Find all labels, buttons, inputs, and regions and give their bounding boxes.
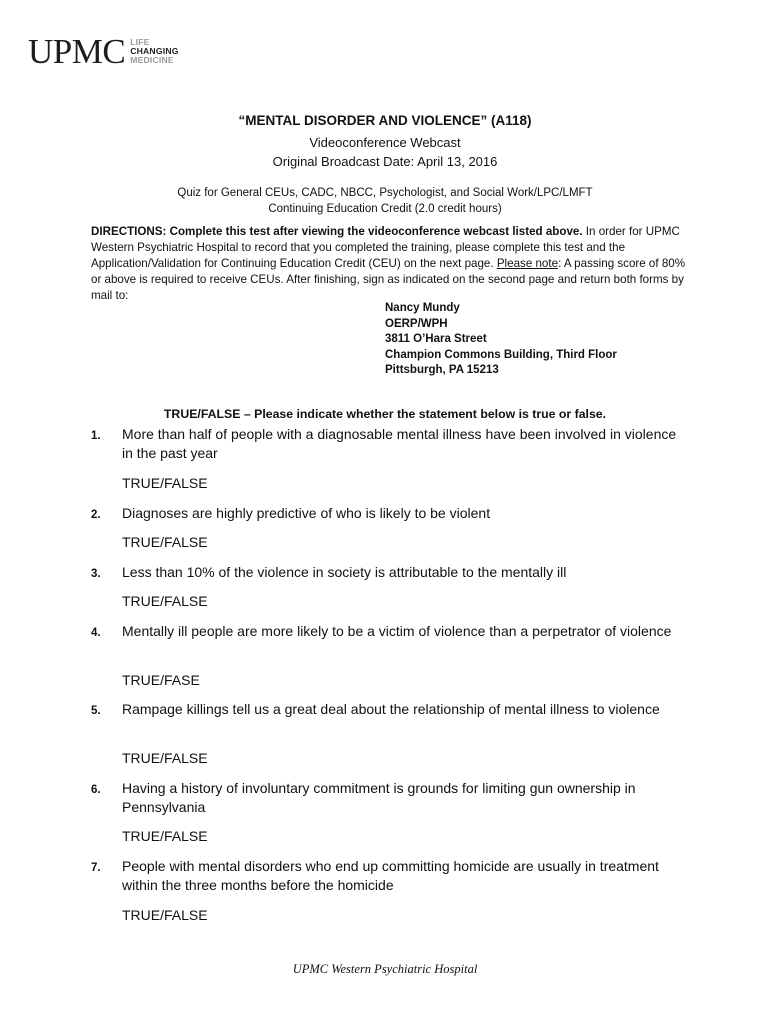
question-number: 4. [91, 627, 101, 639]
question-text: More than half of people with a diagnosable mental illness have been involved in violence in the past year [122, 426, 677, 461]
logo-wordmark: UPMC [28, 32, 126, 71]
question-text: Having a history of involuntary commitment is grounds for limiting gun ownership in Pennsylvania [122, 780, 636, 815]
true-false-instructions: TRUE/FALSE – Please indicate whether the statement below is true or false. [163, 407, 607, 421]
please-note-label: Please note [496, 257, 559, 270]
question-text: Less than 10% of the violence in society is attributable to the mentally ill [122, 564, 567, 580]
question-text: People with mental disorders who end up committing homicide are usually in treatment within the three months before the homicide [122, 858, 659, 893]
question-answer-choice[interactable]: TRUE/FALSE [122, 907, 208, 923]
credit-line: Continuing Education Credit (2.0 credit hours) [268, 203, 502, 215]
question-answer-choice[interactable]: TRUE/FALSE [122, 828, 208, 844]
directions-text-1: In order for UPMC Western Psychiatric Hospital to record that you completed the training, please complete this test and the Application/Validation for Continuing Education Credit (CEU) on the next page. [91, 225, 680, 270]
question-number: 2. [91, 509, 101, 521]
question-answer-choice[interactable]: TRUE/FASE [122, 672, 200, 688]
address-city: Pittsburgh, PA 15213 [385, 364, 499, 377]
question-answer-choice[interactable]: TRUE/FALSE [122, 534, 208, 550]
question-number: 5. [91, 705, 101, 717]
logo-tag-line1: LIFE [130, 37, 150, 47]
question-text: Diagnoses are highly predictive of who is likely to be violent [122, 505, 491, 521]
subtitle: Videoconference Webcast [309, 135, 461, 150]
question-answer-choice[interactable]: TRUE/FALSE [122, 750, 208, 766]
page-footer: UPMC Western Psychiatric Hospital [292, 962, 478, 976]
logo-tagline [130, 38, 178, 65]
question-number: 1. [91, 430, 101, 442]
question-text: Rampage killings tell us a great deal about the relationship of mental illness to violence [122, 701, 660, 717]
address-street: 3811 O’Hara Street [385, 333, 487, 346]
address-name: Nancy Mundy [385, 302, 460, 314]
directions-text-2: : A passing score of 80% or above is required to receive CEUs. After finishing, sign as indicated on the second page and return both forms by mail to: [91, 257, 686, 302]
question-number: 6. [91, 784, 101, 796]
question-number: 3. [91, 568, 101, 580]
directions-lead: DIRECTIONS: Complete this test after viewing the videoconference webcast listed above. [91, 225, 583, 238]
address-dept: OERP/WPH [385, 317, 448, 330]
quiz-line: Quiz for General CEUs, CADC, NBCC, Psychologist, and Social Work/LPC/LMFT [177, 187, 593, 199]
address-building: Champion Commons Building, Third Floor [385, 348, 617, 361]
question-answer-choice[interactable]: TRUE/FALSE [122, 593, 208, 609]
document-title: “MENTAL DISORDER AND VIOLENCE” (A118) [238, 113, 532, 128]
question-text: Mentally ill people are more likely to be a victim of violence than a perpetrator of violence [122, 623, 672, 639]
logo-tag-line2: CHANGING [130, 46, 179, 56]
question-answer-choice[interactable]: TRUE/FALSE [122, 475, 208, 491]
question-number: 7. [91, 862, 101, 874]
broadcast-date: Original Broadcast Date: April 13, 2016 [272, 154, 498, 169]
logo-tag-line3: MEDICINE [130, 55, 174, 65]
mailing-address [385, 301, 617, 379]
upmc-logo [28, 34, 179, 70]
directions-paragraph [91, 224, 691, 304]
